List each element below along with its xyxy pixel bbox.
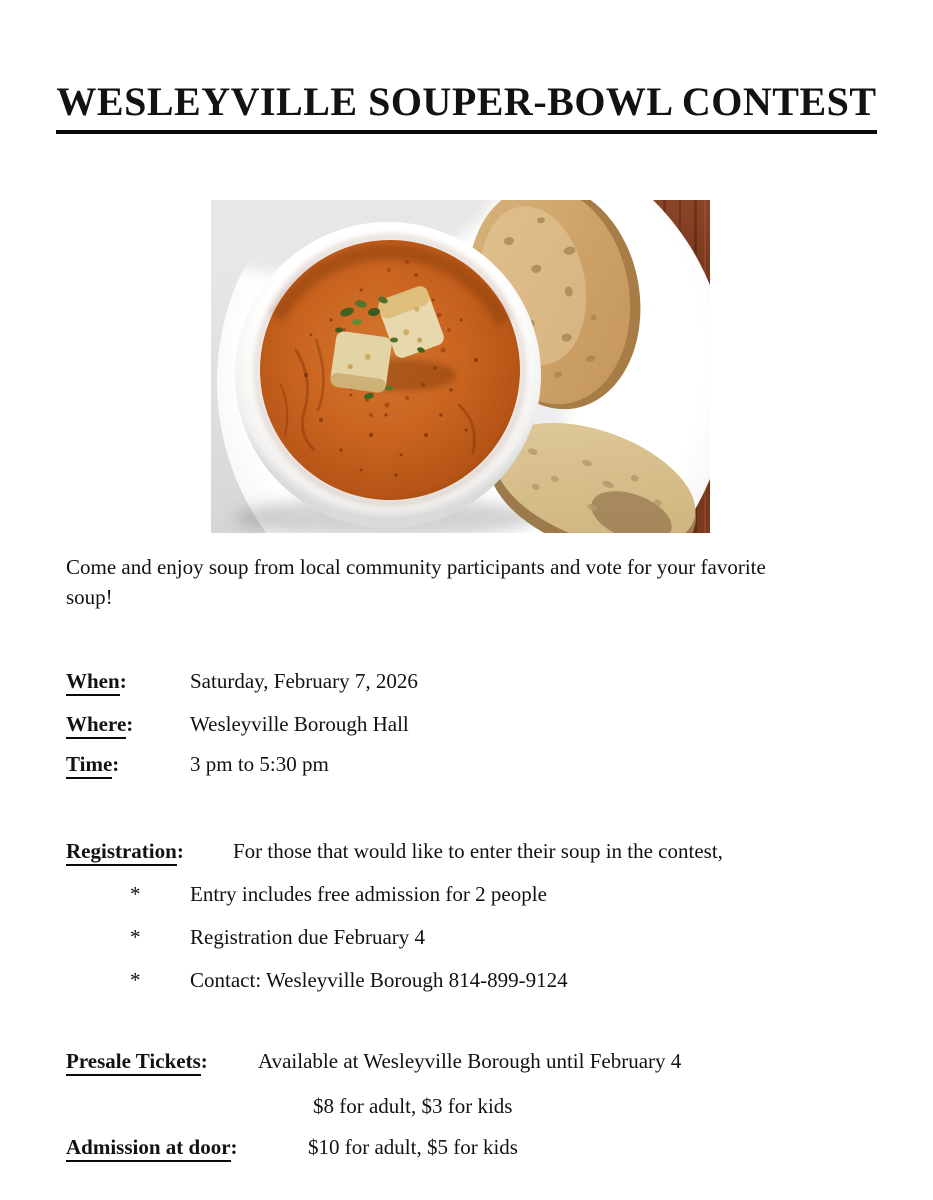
soup-photo-graphic: [211, 200, 710, 533]
where-label: Where:: [66, 711, 133, 737]
admission-label: Admission at door:: [66, 1134, 238, 1160]
when-value: Saturday, February 7, 2026: [190, 669, 418, 693]
bullet-marker: *: [130, 968, 141, 992]
where-value: Wesleyville Borough Hall: [190, 712, 409, 736]
time-label: Time:: [66, 751, 119, 777]
intro-paragraph: [66, 552, 886, 612]
bullet-marker: *: [130, 882, 141, 906]
presale-label: Presale Tickets:: [66, 1048, 208, 1074]
soup-photo: [211, 200, 710, 533]
page-title: [0, 80, 933, 134]
admission-prices: $10 for adult, $5 for kids: [308, 1135, 518, 1159]
bullet-marker: *: [130, 925, 141, 949]
registration-label: Registration:: [66, 838, 184, 864]
bullet-text: Entry includes free admission for 2 people: [190, 882, 547, 906]
when-label: When:: [66, 668, 127, 694]
bullet-text: Registration due February 4: [190, 925, 426, 949]
registration-intro: For those that would like to enter their soup in the contest,: [233, 839, 723, 863]
intro-line-2: soup!: [66, 585, 113, 609]
intro-line-1: Come and enjoy soup from local community participants and vote for your favorite: [66, 555, 766, 579]
presale-availability: Available at Wesleyville Borough until February 4: [258, 1049, 682, 1073]
presale-prices: $8 for adult, $3 for kids: [313, 1094, 513, 1118]
time-value: 3 pm to 5:30 pm: [190, 752, 329, 776]
bullet-text: Contact: Wesleyville Borough 814-899-9124: [190, 968, 568, 992]
page-title-text: WESLEYVILLE SOUPER-BOWL CONTEST: [56, 80, 876, 134]
